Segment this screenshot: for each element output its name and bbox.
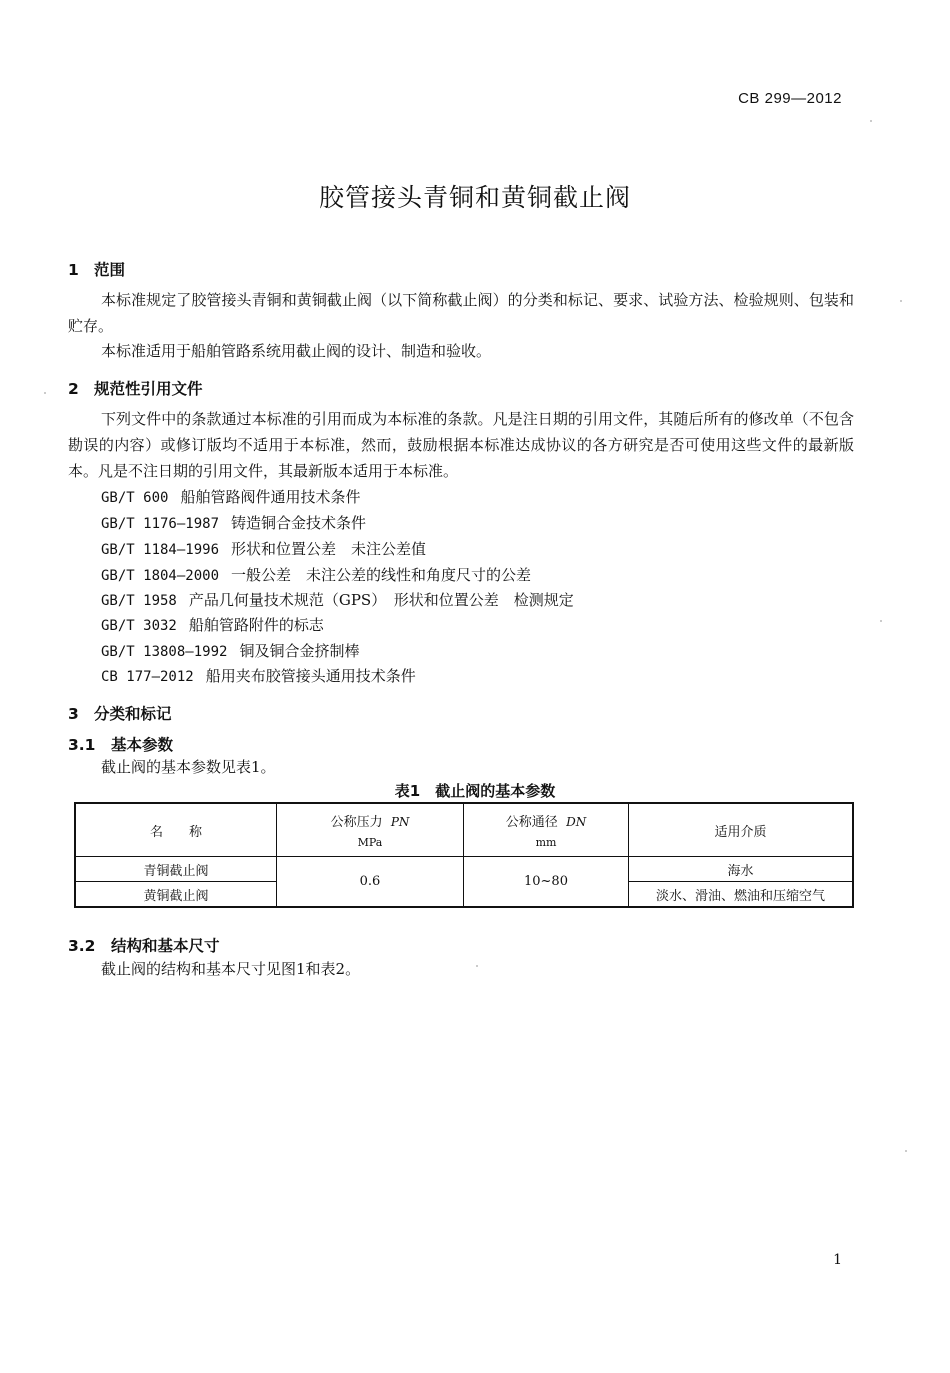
section-1-heading <box>68 258 125 280</box>
section-number: 3 <box>68 705 79 723</box>
row-medium: 海水 <box>629 857 854 882</box>
subsection-title: 基本参数 <box>111 736 174 754</box>
diameter-label: 公称通径 <box>505 815 558 830</box>
scan-speck <box>870 120 872 122</box>
reference-code: GB/T 1958 <box>101 593 177 609</box>
pressure-label: 公称压力 <box>330 815 383 830</box>
reference-item <box>101 640 359 661</box>
reference-title: 船用夹布胶管接头通用技术条件 <box>205 667 416 685</box>
reference-code: CB 177—2012 <box>101 669 194 685</box>
reference-code: GB/T 1176—1987 <box>101 516 220 532</box>
reference-code: GB/T 1184—1996 <box>101 542 220 558</box>
reference-title: 一般公差 未注公差的线性和角度尺寸的公差 <box>231 566 532 584</box>
reference-item <box>101 589 574 610</box>
section-2-paragraph: 下列文件中的条款通过本标准的引用而成为本标准的条款。凡是注日期的引用文件，其随后所有的修改单（不包含勘误的内容）或修订版均不适用于本标准，然而，鼓励根据本标准达成协议的各方研究是否可使用这些文件的最新版本。凡是不注日期的引用文件，其最新版本适用于本标准。 <box>68 410 854 480</box>
row-name: 青铜截止阀 <box>75 857 277 882</box>
scan-speck <box>900 300 902 302</box>
pressure-value: 0.6 <box>277 857 464 908</box>
section-2-heading <box>68 377 203 399</box>
header-pressure <box>277 803 464 857</box>
section-number: 1 <box>68 261 79 279</box>
section-title: 分类和标记 <box>94 705 172 723</box>
diameter-symbol: DN <box>566 815 587 829</box>
header-name: 名 称 <box>75 803 277 857</box>
section-3-1-text: 截止阀的基本参数见表1。 <box>101 758 276 776</box>
page-number: 1 <box>833 1252 842 1268</box>
reference-item <box>101 614 324 635</box>
table-row <box>75 857 853 882</box>
reference-code: GB/T 600 <box>101 490 169 506</box>
subsection-number: 3.1 <box>68 736 96 754</box>
reference-title: 形状和位置公差 未注公差值 <box>231 540 427 558</box>
row-name: 黄铜截止阀 <box>75 882 277 908</box>
pressure-unit: MPa <box>357 836 383 849</box>
reference-title: 铸造铜合金技术条件 <box>231 514 367 532</box>
scan-speck <box>44 392 46 394</box>
header-diameter <box>464 803 629 857</box>
pressure-symbol: PN <box>390 815 410 829</box>
diameter-unit: mm <box>535 836 557 849</box>
row-medium: 淡水、滑油、燃油和压缩空气 <box>629 882 854 908</box>
page-title: 胶管接头青铜和黄铜截止阀 <box>318 183 631 212</box>
table-caption: 表1 截止阀的基本参数 <box>394 782 556 800</box>
document-number: CB 299—2012 <box>738 90 842 107</box>
section-1-paragraph-1: 本标准规定了胶管接头青铜和黄铜截止阀（以下简称截止阀）的分类和标记、要求、试验方法、检验规则、包装和贮存。 <box>68 291 854 335</box>
section-number: 2 <box>68 380 79 398</box>
reference-title: 船舶管路附件的标志 <box>188 616 324 634</box>
section-3-heading <box>68 702 172 724</box>
reference-title: 产品几何量技术规范（GPS） 形状和位置公差 检测规定 <box>188 591 574 609</box>
scan-speck <box>476 965 478 967</box>
parameters-table <box>74 802 854 908</box>
section-1-paragraph-2: 本标准适用于船舶管路系统用截止阀的设计、制造和验收。 <box>101 342 492 360</box>
reference-item <box>101 512 366 533</box>
diameter-value: 10~80 <box>464 857 629 908</box>
reference-item <box>101 486 360 507</box>
section-title: 规范性引用文件 <box>94 380 203 398</box>
reference-code: GB/T 3032 <box>101 618 177 634</box>
reference-code: GB/T 1804—2000 <box>101 568 220 584</box>
section-3-2-heading <box>68 934 220 956</box>
subsection-number: 3.2 <box>68 937 96 955</box>
reference-item <box>101 665 416 686</box>
subsection-title: 结构和基本尺寸 <box>111 937 220 955</box>
section-3-1-heading <box>68 733 173 755</box>
header-medium: 适用介质 <box>629 803 854 857</box>
section-3-2-text: 截止阀的结构和基本尺寸见图1和表2。 <box>101 960 361 978</box>
section-title: 范围 <box>94 261 126 279</box>
reference-item <box>101 538 426 559</box>
reference-code: GB/T 13808—1992 <box>101 644 228 660</box>
reference-title: 铜及铜合金挤制棒 <box>239 642 360 660</box>
scan-speck <box>905 1150 907 1152</box>
reference-item <box>101 564 531 585</box>
scan-speck <box>880 620 882 622</box>
reference-title: 船舶管路阀件通用技术条件 <box>180 488 361 506</box>
